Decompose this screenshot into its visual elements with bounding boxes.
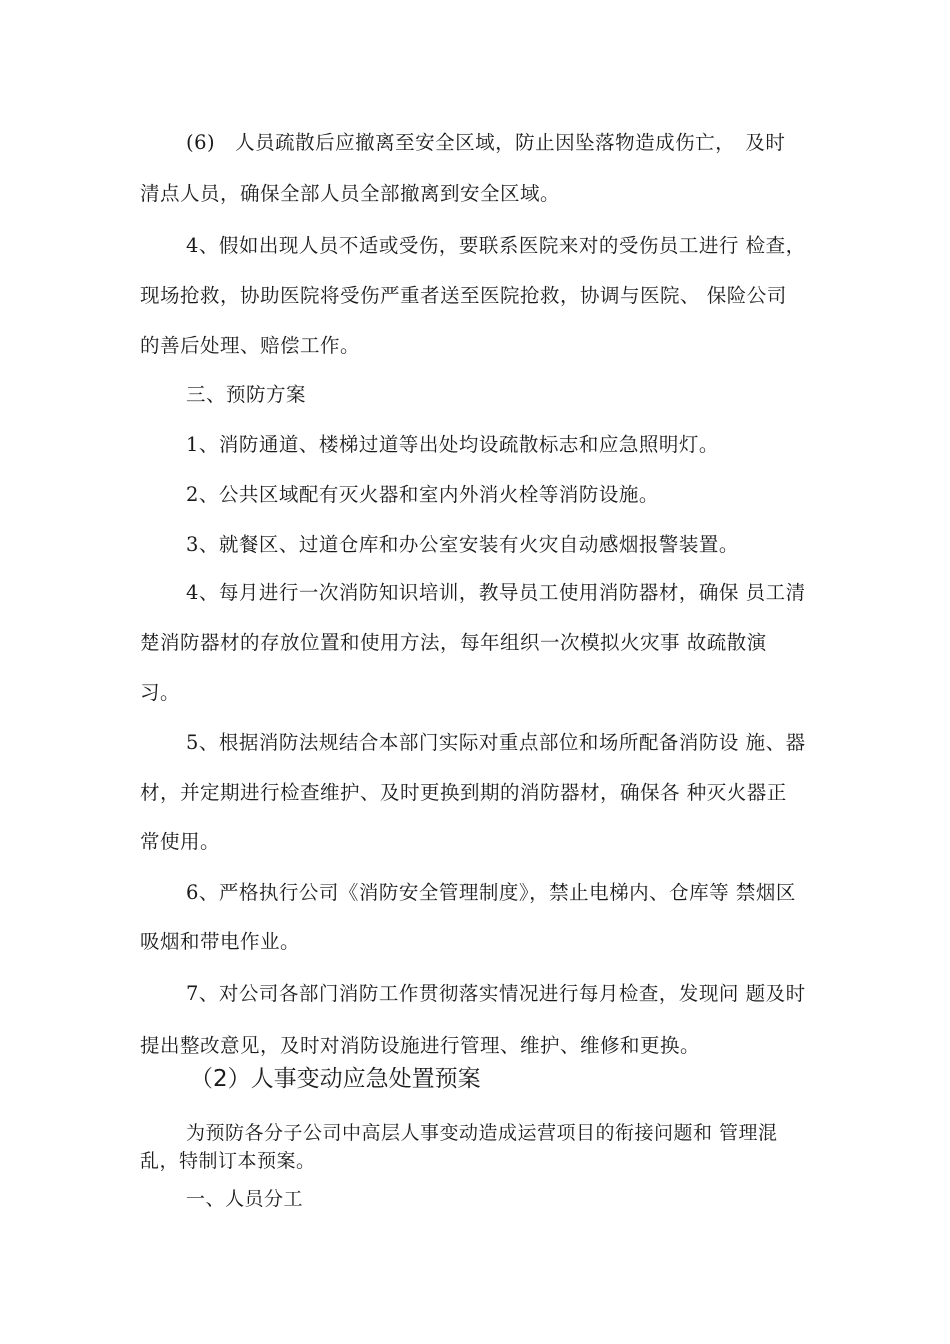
section-title: 三、预防方案 — [186, 383, 307, 406]
paragraph-line: 的善后处理、赔偿工作。 — [140, 334, 361, 357]
paragraph-line: 5、根据消防法规结合本部门实际对重点部位和场所配备消防设 施、器 — [186, 731, 806, 754]
paragraph-line: 清点人员，确保全部人员全部撤离到安全区域。 — [140, 182, 561, 205]
subsection-title: 一、人员分工 — [186, 1188, 304, 1210]
paragraph-line: 3、就餐区、过道仓库和办公室安装有火灾自动感烟报警装置。 — [186, 533, 739, 556]
paragraph-line: 楚消防器材的存放位置和使用方法，每年组织一次模拟火灾事 故疏散演 — [140, 631, 767, 654]
paragraph-line: (6) 人员疏散后应撤离至安全区域，防止因坠落物造成伤亡， 及时 — [186, 131, 786, 154]
paragraph-line: 习。 — [140, 681, 181, 704]
paragraph-line: 6、严格执行公司《消防安全管理制度》，禁止电梯内、仓库等 禁烟区 — [186, 881, 796, 904]
paragraph-line: 常使用。 — [140, 830, 221, 853]
paragraph-line: 4、每月进行一次消防知识培训，教导员工使用消防器材，确保 员工清 — [186, 581, 806, 604]
paragraph-line: 1、消防通道、楼梯过道等出处均设疏散标志和应急照明灯。 — [186, 433, 719, 456]
paragraph-line: 材，并定期进行检查维护、及时更换到期的消防器材，确保各 种灭火器正 — [140, 781, 787, 804]
paragraph-line: 乱，特制订本预案。 — [140, 1150, 316, 1172]
paragraph-line: 为预防各分子公司中高层人事变动造成运营项目的衔接问题和 管理混 — [186, 1122, 778, 1144]
paragraph-line: 现场抢救，协助医院将受伤严重者送至医院抢救，协调与医院、 保险公司 — [140, 284, 787, 307]
paragraph-line: 提出整改意见，及时对消防设施进行管理、维护、维修和更换。 — [140, 1034, 701, 1057]
paragraph-line: 4、假如出现人员不适或受伤，要联系医院来对的受伤员工进行 检查， — [186, 234, 806, 257]
paragraph-line: 吸烟和带电作业。 — [140, 930, 301, 953]
paragraph-line: 2、公共区域配有灭火器和室内外消火栓等消防设施。 — [186, 483, 659, 506]
paragraph-line: 7、对公司各部门消防工作贯彻落实情况进行每月检查，发现问 题及时 — [186, 982, 806, 1005]
section-heading: （2）人事变动应急处置预案 — [190, 1066, 481, 1092]
